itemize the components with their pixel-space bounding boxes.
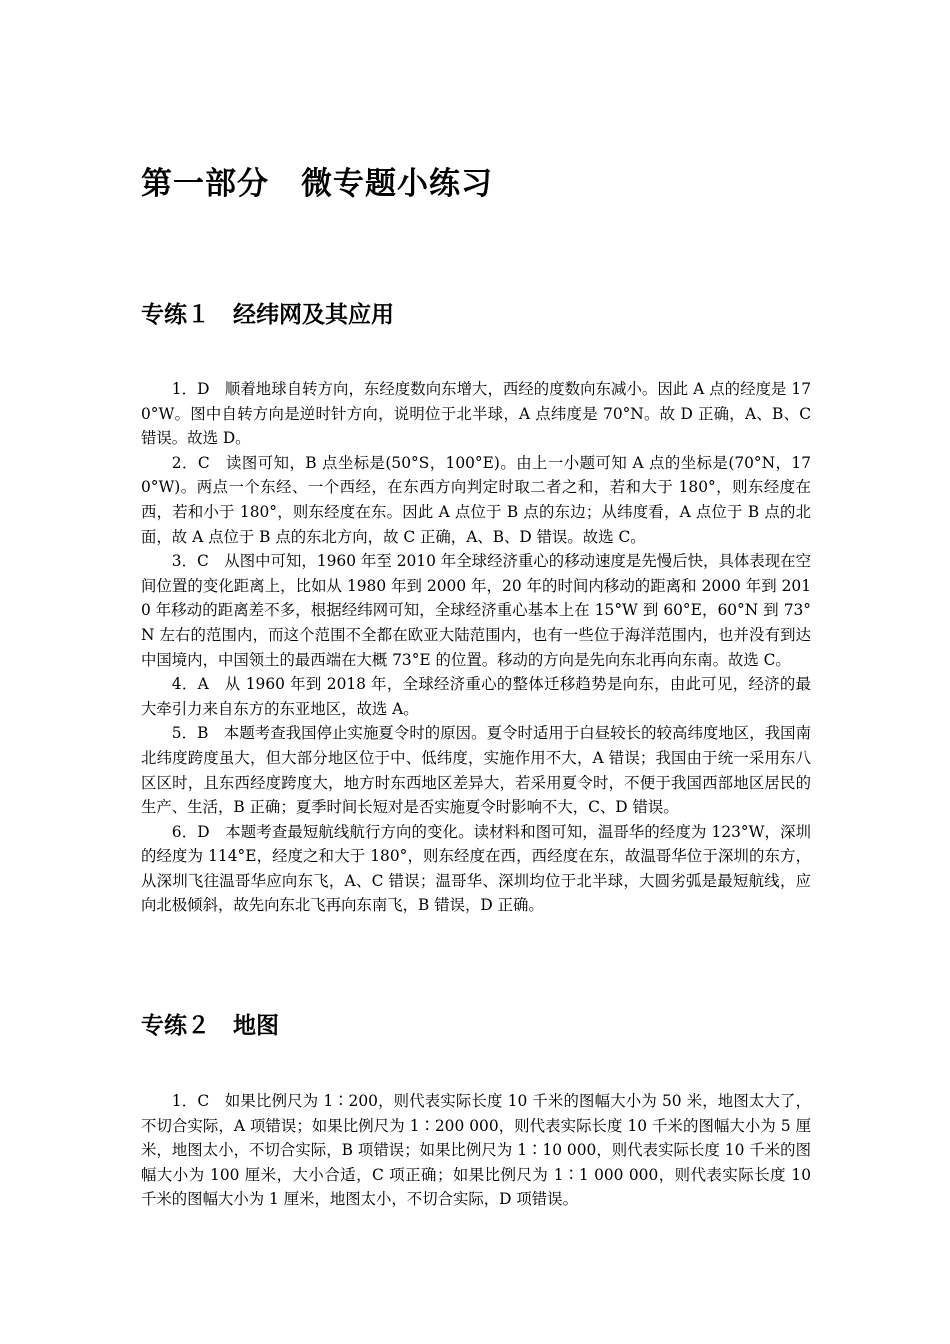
answer-item: 1．D 顺着地球自转方向，东经度数向东增大，西经的度数向东减小。因此 A 点的经度是 170°W。图中自转方向是逆时针方向，说明位于北半球，A 点纬度是 70°N。故 D 正确，A、B、C 错误。故选 D。: [141, 380, 811, 448]
section-2-answers: [141, 1089, 811, 1212]
answer-item: 2．C 读图可知，B 点坐标是(50°S，100°E)。由上一小题可知 A 点的坐标是(70°N，170°W)。两点一个东经、一个西经，在东西方向判定时取二者之和，若和大于 180°，则东经度在西，若和小于 180°，则东经度在东。因此 A 点位于 B 点的东边；从纬度看，A 点位于 B 点的北面，故 A 点位于 B 点的东北方向，故 C 正确，A、B、D 错误。故选 C。: [141, 453, 811, 546]
answer-item: 5．B 本题考查我国停止实施夏令时的原因。夏令时适用于白昼较长的较高纬度地区，我国南北纬度跨度虽大，但大部分地区位于中、低纬度，实施作用不大，A 错误；我国由于统一采用东八区区时，且东西经度跨度大，地方时东西地区差异大，若采用夏令时，不便于我国西部地区居民的生产、生活，B 正确；夏季时间长短对是否实施夏令时影响不大，C、D 错误。: [141, 724, 811, 817]
section-1-answers: [141, 377, 811, 918]
answer-item: 3．C 从图中可知，1960 年至 2010 年全球经济重心的移动速度是先慢后快，具体表现在空间位置的变化距离上，比如从 1980 年到 2000 年，20 年的时间内移动的距离和 2000 年到 2010 年移动的距离差不多，根据经纬网可知，全球经济重心基本上在 15°W 到 60°E，60°N 到 73°N 左右的范围内，而这个范围不全都在欧亚大陆范围内，也有一些位于海洋范围内，也并没有到达中国境内，中国领土的最西端在大概 73°E 的位置。移动的方向是先向东北再向东南。故选 C。: [141, 552, 811, 669]
answer-item: 4．A 从 1960 年到 2018 年，全球经济重心的整体迁移趋势是向东，由此可见，经济的最大牵引力来自东方的东亚地区，故选 A。: [141, 675, 811, 718]
answer-item: 1．C 如果比例尺为 1∶200，则代表实际长度 10 千米的图幅大小为 50 米，地图太大了，不切合实际，A 项错误；如果比例尺为 1∶200 000，则代表实际长度 10 千米的图幅大小为 5 厘米，地图太小，不切合实际，B 项错误；如果比例尺为 1∶10 000，则代表实际长度 10 千米的图幅大小为 100 厘米，大小合适，C 项正确；如果比例尺为 1∶1 000 000，则代表实际长度 10 千米的图幅大小为 1 厘米，地图太小，不切合实际，D 项错误。: [141, 1092, 811, 1209]
answer-item: 6．D 本题考查最短航线航行方向的变化。读材料和图可知，温哥华的经度为 123°W，深圳的经度为 114°E，经度之和大于 180°，则东经度在西，西经度在东，故温哥华位于深圳的东方，从深圳飞往温哥华应向东飞，A、C 错误；温哥华、深圳均位于北半球，大圆劣弧是最短航线，应向北极倾斜，故先向东北飞再向东南飞，B 错误，D 正确。: [141, 822, 811, 915]
section-title-2: 专练２ 地图: [141, 1012, 279, 1039]
part-title: 第一部分 微专题小练习: [141, 166, 493, 202]
section-title-1: 专练１ 经纬网及其应用: [141, 301, 394, 328]
